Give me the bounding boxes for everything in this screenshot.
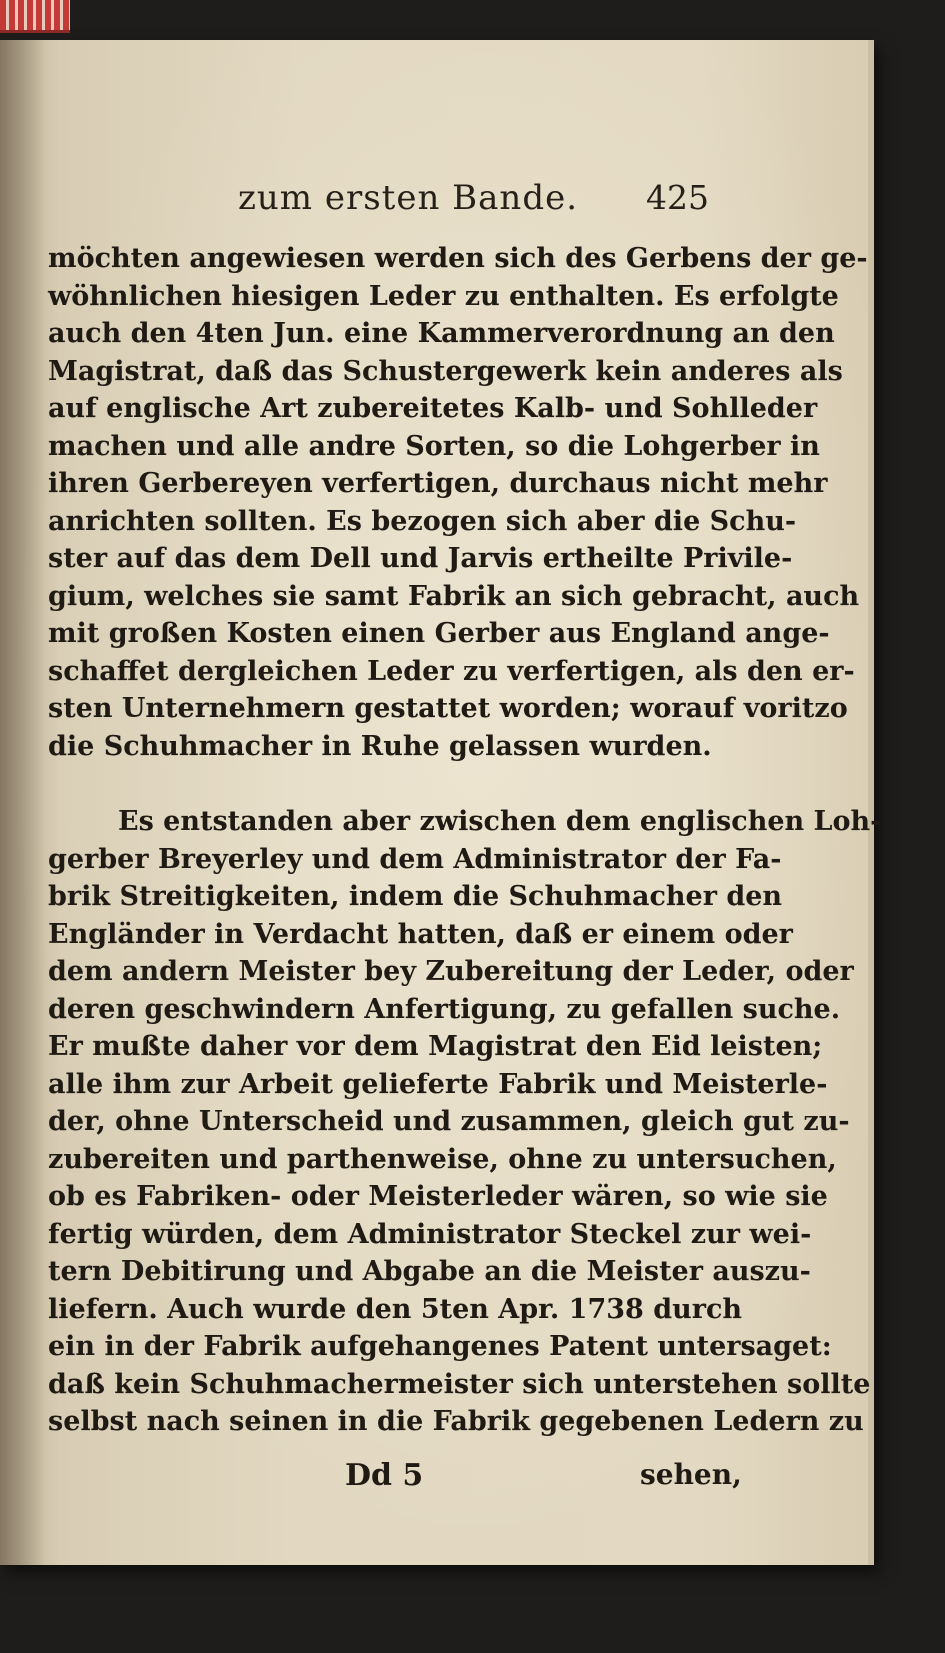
text-line: Engländer in Verdacht hatten, daß er einem oder — [48, 918, 793, 950]
text-line: sten Unternehmern gestattet worden; worauf voritzo — [48, 693, 848, 724]
bookmark-ribbon — [0, 0, 70, 33]
text-line: deren geschwindern Anfertigung, zu gefallen suche. — [48, 993, 841, 1025]
text-line: schaffet dergleichen Leder zu verfertigen, als den er- — [48, 655, 855, 687]
paragraph-gap — [48, 765, 713, 803]
text-line: gium, welches sie samt Fabrik an sich gebracht, auch — [48, 580, 860, 612]
text-line: machen und alle andre Sorten, so die Lohgerber in — [48, 430, 820, 462]
text-line: mit großen Kosten einen Gerber aus England ange- — [48, 618, 830, 649]
catchword: sehen, — [640, 1458, 742, 1491]
text-line: ein in der Fabrik aufgehangenes Patent untersaget: — [48, 1331, 832, 1362]
text-line: Es entstanden aber zwischen dem englischen Loh- — [118, 806, 882, 837]
text-line: anrichten sollten. Es bezogen sich aber die Schu- — [48, 505, 797, 537]
text-line: ihren Gerbereyen verfertigen, durchaus nicht mehr — [48, 468, 828, 499]
text-line: Magistrat, daß das Schustergewerk kein anderes als — [48, 355, 843, 387]
book-page — [0, 40, 882, 1565]
text-line: daß kein Schuhmachermeister sich unterstehen sollte — [48, 1368, 871, 1400]
text-line: gerber Breyerley und dem Administrator der Fa- — [48, 843, 782, 875]
signature-mark: Dd 5 — [345, 1458, 424, 1493]
page-number: 425 — [646, 178, 709, 217]
page-footer — [0, 1458, 868, 1498]
running-head: zum ersten Bande. — [238, 178, 579, 218]
text-line: fertig würden, dem Administrator Steckel zur wei- — [48, 1218, 812, 1250]
text-line: tern Debitirung und Abgabe an die Meister auszu- — [48, 1256, 811, 1287]
text-line: die Schuhmacher in Ruhe gelassen wurden. — [48, 730, 712, 762]
text-line: möchten angewiesen werden sich des Gerbens der ge- — [48, 243, 868, 274]
body-text — [48, 240, 882, 1441]
text-line: alle ihm zur Arbeit gelieferte Fabrik und Meisterle- — [48, 1068, 828, 1100]
page-header — [0, 178, 868, 228]
text-line: dem andern Meister bey Zubereitung der Leder, oder — [48, 956, 854, 987]
text-line: ob es Fabriken- oder Meisterleder wären, so wie sie — [48, 1181, 828, 1212]
text-line: Er mußte daher vor dem Magistrat den Eid leisten; — [48, 1031, 823, 1062]
text-line: auch den 4ten Jun. eine Kammerverordnung an den — [48, 318, 835, 349]
text-line: selbst nach seinen in die Fabrik gegebenen Ledern zu — [48, 1406, 864, 1437]
text-line: der, ohne Unterscheid und zusammen, gleich gut zu- — [48, 1106, 850, 1137]
text-line: liefern. Auch wurde den 5ten Apr. 1738 durch — [48, 1293, 743, 1325]
text-line: ster auf das dem Dell und Jarvis ertheilte Privile- — [48, 543, 793, 574]
text-line: wöhnlichen hiesigen Leder zu enthalten. Es erfolgte — [48, 280, 839, 312]
text-line: zubereiten und parthenweise, ohne zu untersuchen, — [48, 1143, 837, 1175]
text-line: brik Streitigkeiten, indem die Schuhmacher den — [48, 881, 783, 912]
text-line: auf englische Art zubereitetes Kalb- und Sohlleder — [48, 393, 818, 424]
